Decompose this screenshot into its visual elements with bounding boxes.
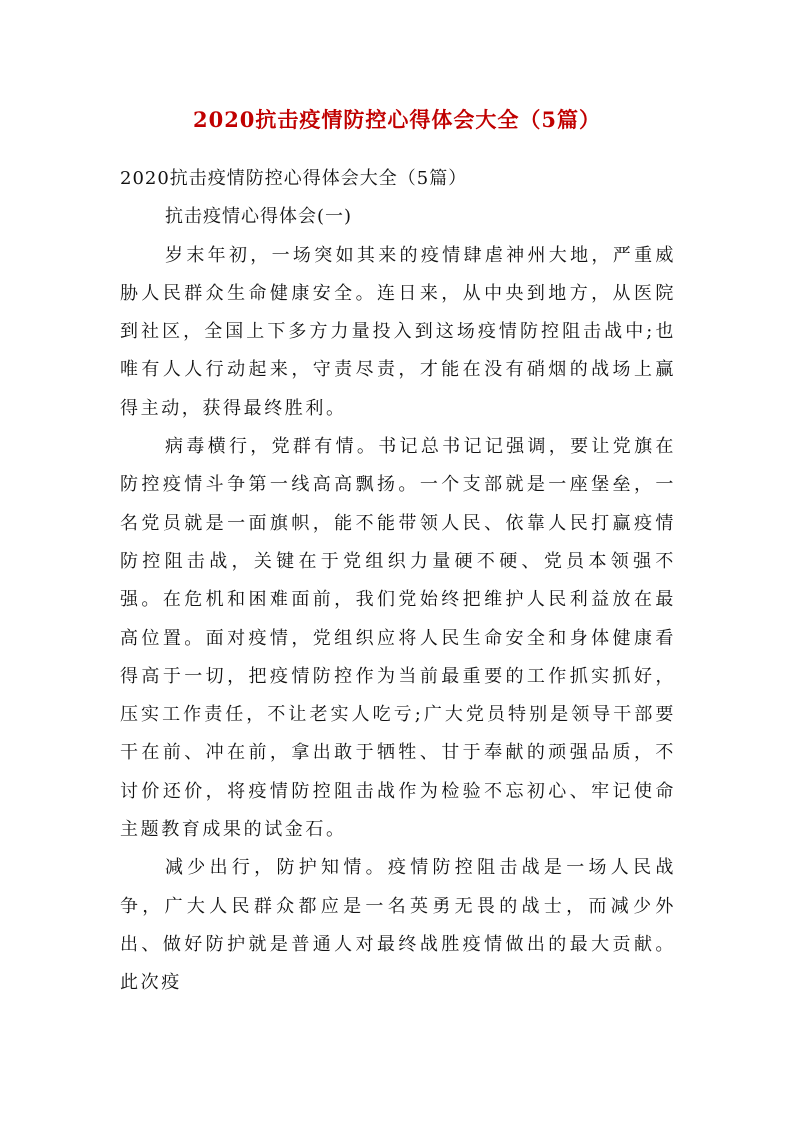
document-body xyxy=(120,160,676,1003)
paragraph: 岁末年初，一场突如其来的疫情肆虐神州大地，严重威胁人民群众生命健康安全。连日来，从中央到地方，从医院到社区，全国上下多方力量投入到这场疫情防控阻击战中;也唯有人人行动起来，守责尽责，才能在没有硝烟的战场上赢得主动，获得最终胜利。 xyxy=(120,244,676,419)
paragraph: 病毒横行，党群有情。书记总书记记强调，要让党旗在防控疫情斗争第一线高高飘扬。一个支部就是一座堡垒，一名党员就是一面旗帜，能不能带领人民、依靠人民打赢疫情防控阻击战，关键在于党组织力量硬不硬、党员本领强不强。在危机和困难面前，我们党始终把维护人民利益放在最高位置。面对疫情，党组织应将人民生命安全和身体健康看得高于一切，把疫情防控作为当前最重要的工作抓实抓好，压实工作责任，不让老实人吃亏;广大党员特别是领导干部要干在前、冲在前，拿出敢于牺牲、甘于奉献的顽强品质，不讨价还价，将疫情防控阻击战作为检验不忘初心、牢记使命主题教育成果的试金石。 xyxy=(120,436,676,841)
section-title: 抗击疫情心得体会(一) xyxy=(165,206,353,228)
document-subtitle: 2020抗击疫情防控心得体会大全（5篇） xyxy=(120,168,468,189)
document-title: 2020抗击疫情防控心得体会大全（5篇） xyxy=(192,107,602,132)
paragraph: 减少出行，防护知情。疫情防控阻击战是一场人民战争，广大人民群众都应是一名英勇无畏的战士，而减少外出、做好防护就是普通人对最终战胜疫情做出的最大贡献。此次疫 xyxy=(120,857,676,994)
